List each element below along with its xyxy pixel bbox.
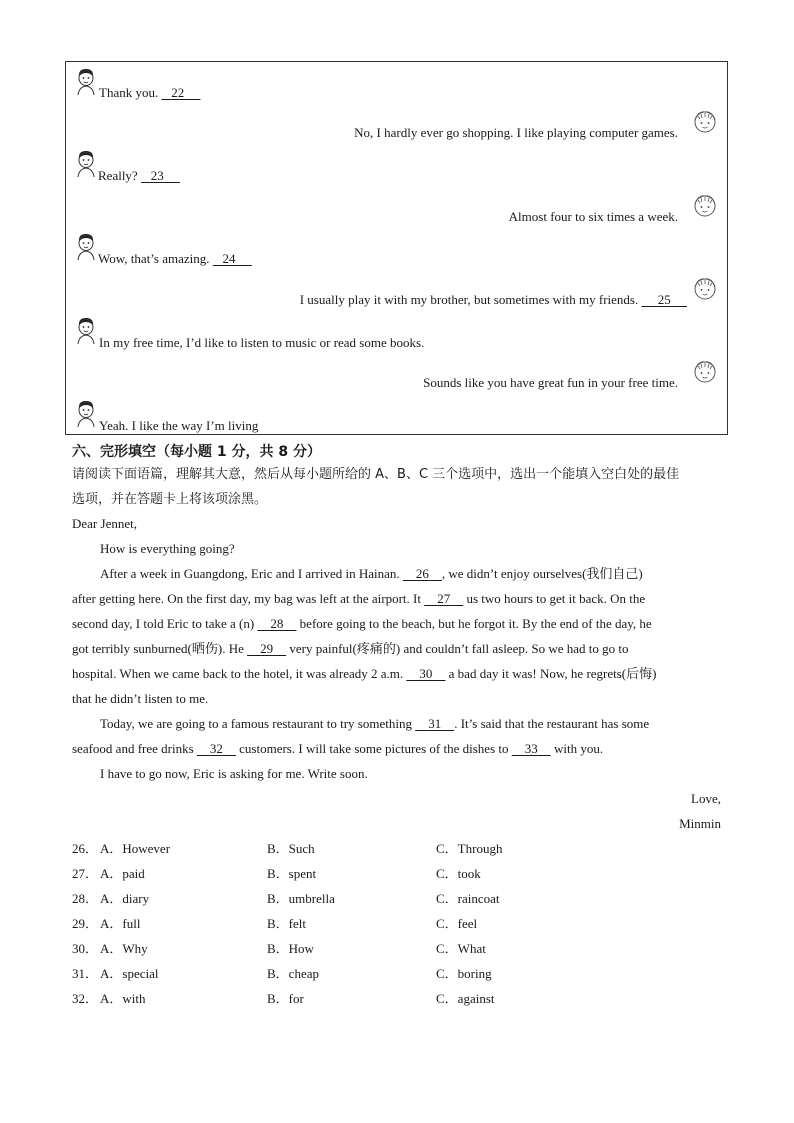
question-number: 29． [72, 916, 99, 931]
option-b: B．spent [267, 866, 317, 881]
option-c: C．feel [436, 916, 478, 931]
letter-line: How is everything going? [100, 541, 235, 556]
dialogue-line-3: Really? 23 [98, 168, 180, 184]
boy-avatar-icon [74, 148, 98, 178]
blank-27: 27 [437, 591, 451, 606]
blank-24: 24 [222, 251, 236, 266]
letter-line: seafood and free drinks 32 customers. I will take some pictures of the dishes to 33 with you. [72, 741, 604, 756]
blank-26: 26 [415, 566, 429, 581]
dialogue-line-2: No, I hardly ever go shopping. I like playing computer games. [354, 125, 678, 140]
option-b: B．Such [267, 841, 315, 856]
dialogue-box [65, 61, 728, 435]
instruction-line-2: 选项，并在答题卡上将该项涂黑。 [72, 492, 268, 507]
letter-line: After a week in Guangdong, Eric and I arrived in Hainan. 26 , we didn’t enjoy ourselves(我们自己) [100, 566, 643, 581]
girl-avatar-icon [690, 192, 720, 222]
dialogue-line-7: In my free time, I’d like to listen to music or read some books. [99, 335, 425, 350]
blank-30: 30 [419, 666, 433, 681]
option-c: C．took [436, 866, 481, 881]
letter-line: that he didn’t listen to me. [72, 691, 209, 706]
dialogue-line-6: I usually play it with my brother, but sometimes with my friends. 25 [300, 292, 687, 308]
boy-avatar-icon [74, 231, 98, 261]
blank-22: 22 [171, 85, 185, 100]
dialogue-line-4: Almost four to six times a week. [508, 209, 678, 224]
letter-line: after getting here. On the first day, my bag was left at the airport. It 27 us two hours to get it back. On the [72, 591, 646, 606]
dialogue-line-8: Sounds like you have great fun in your free time. [423, 375, 678, 390]
option-c: C．against [436, 991, 495, 1006]
letter-signature: Minmin [679, 816, 721, 831]
option-b: B．cheap [267, 966, 319, 981]
letter-line: I have to go now, Eric is asking for me. Write soon. [100, 766, 368, 781]
question-number: 31． [72, 966, 99, 981]
option-c: C．raincoat [436, 891, 500, 906]
option-a: A．paid [100, 866, 145, 881]
option-a: A．special [100, 966, 159, 981]
blank-32: 32 [209, 741, 223, 756]
section-title: 六、完形填空（每小题 1 分，共 8 分） [72, 444, 321, 460]
option-c: C．What [436, 941, 486, 956]
question-number: 26． [72, 841, 99, 856]
letter-line: hospital. When we came back to the hotel, it was already 2 a.m. 30 a bad day it was! Now, he regrets(后悔) [72, 666, 657, 681]
blank-29: 29 [260, 641, 274, 656]
letter-line: Today, we are going to a famous restaurant to try something 31 . It’s said that the restaurant has some [100, 716, 650, 731]
letter-line: got terribly sunburned(晒伤). He 29 very painful(疼痛的) and couldn’t fall asleep. So we had to go to [72, 641, 629, 656]
boy-avatar-icon [74, 66, 98, 96]
question-number: 27． [72, 866, 99, 881]
option-a: A．diary [100, 891, 150, 906]
girl-avatar-icon [690, 108, 720, 138]
option-a: A．However [100, 841, 171, 856]
option-b: B．umbrella [267, 891, 335, 906]
blank-25: 25 [657, 292, 671, 307]
blank-31: 31 [428, 716, 442, 731]
dialogue-line-9: Yeah. I like the way I’m living [99, 418, 259, 433]
option-a: A．with [100, 991, 146, 1006]
option-c: C．boring [436, 966, 492, 981]
letter-greeting: Dear Jennet, [72, 516, 137, 531]
option-b: B．for [267, 991, 304, 1006]
girl-avatar-icon [690, 358, 720, 388]
option-b: B．How [267, 941, 314, 956]
dialogue-line-5: Wow, that’s amazing. 24 [98, 251, 252, 267]
option-a: A．Why [100, 941, 148, 956]
blank-23: 23 [150, 168, 164, 183]
dialogue-line-1: Thank you. 22 [99, 85, 200, 101]
option-b: B．felt [267, 916, 306, 931]
instruction-line-1: 请阅读下面语篇，理解其大意，然后从每小题所给的 A、B、C 三个选项中，选出一个能填入空白处的最佳 [72, 467, 680, 482]
boy-avatar-icon [74, 398, 98, 428]
girl-avatar-icon [690, 275, 720, 305]
blank-28: 28 [270, 616, 284, 631]
boy-avatar-icon [74, 315, 98, 345]
option-c: C．Through [436, 841, 503, 856]
question-number: 32． [72, 991, 99, 1006]
letter-closing: Love, [691, 791, 721, 806]
option-a: A．full [100, 916, 141, 931]
blank-33: 33 [524, 741, 538, 756]
question-number: 30． [72, 941, 99, 956]
question-number: 28． [72, 891, 99, 906]
letter-line: second day, I told Eric to take a (n) 28 before going to the beach, but he forgot it. By the end of the day, he [72, 616, 652, 631]
